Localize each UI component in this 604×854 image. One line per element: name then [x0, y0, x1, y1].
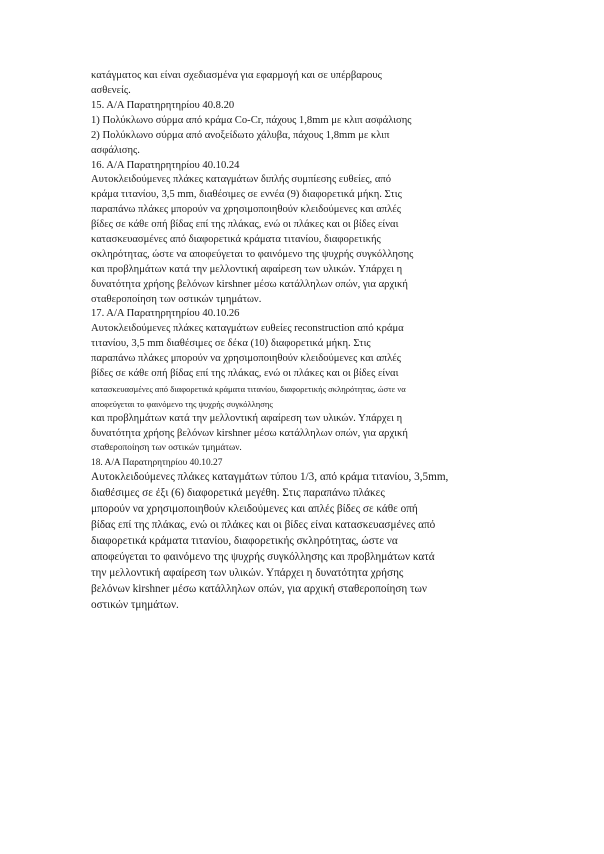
section-heading-15: 15. Α/Α Παρατηρητηρίου 40.8.20 [91, 100, 235, 111]
text-line: διαθέσιμες σε έξι (6) διαφορετικά μεγέθη. Στις παραπάνω πλάκες [91, 487, 385, 499]
text-line: μπορούν να χρησιμοποιηθούν κλειδούμενες και απλές βίδες σε κάθε οπή [91, 503, 418, 515]
text-line: Αυτοκλειδούμενες πλάκες καταγμάτων τύπου 1/3, από κράμα τιτανίου, 3,5mm, [91, 471, 449, 483]
text-line: δυνατότητα χρήσης βελόνων kirshner μέσω κατάλληλων οπών, για αρχική [91, 428, 408, 439]
text-line: διαφορετικά κράματα τιτανίου, διαφορετικής σκληρότητας, ώστε να [91, 535, 398, 547]
text-line: σταθεροποίηση των οστικών τμημάτων. [91, 443, 242, 453]
text-line: αποφεύγεται το φαινόμενο της ψυχρής συγκόλλησης [91, 399, 273, 409]
section-heading-16: 16. Α/Α Παρατηρητηρίου 40.10.24 [91, 160, 240, 171]
section-heading-17: 17. Α/Α Παρατηρητηρίου 40.10.26 [91, 308, 240, 319]
text-line: κατάγματος και είναι σχεδιασμένα για εφαρμογή και σε υπέρβαρους [91, 70, 382, 81]
text-line: βίδες σε κάθε οπή βίδας επί της πλάκας, ενώ οι πλάκες και οι βίδες είναι [91, 219, 399, 230]
text-line: τιτανίου, 3,5 mm διαθέσιμες σε δέκα (10) διαφορετικά μήκη. Στις [91, 338, 371, 349]
text-line: την μελλοντική αφαίρεση των υλικών. Υπάρχει η δυνατότητα χρήσης [91, 567, 404, 579]
text-line: αποφεύγεται το φαινόμενο της ψυχρής συγκόλλησης και προβλημάτων κατά [91, 551, 435, 563]
text-line: δυνατότητα χρήσης βελόνων kirshner μέσω κατάλληλων οπών, για αρχική [91, 279, 408, 290]
text-line: ασφάλισης. [91, 145, 140, 156]
text-line: 1) Πολύκλωνο σύρμα από κράμα Co-Cr, πάχους 1,8mm με κλιπ ασφάλισης [91, 115, 412, 126]
text-line: βίδας επί της πλάκας, ενώ οι πλάκες και οι βίδες είναι κατασκευασμένες από [91, 519, 436, 531]
text-line: κράμα τιτανίου, 3,5 mm, διαθέσιμες σε εννέα (9) διαφορετικά μήκη. Στις [91, 189, 402, 200]
text-line: παραπάνω πλάκες μπορούν να χρησιμοποιηθούν κλειδούμενες και απλές [91, 353, 401, 364]
text-line: παραπάνω πλάκες μπορούν να χρησιμοποιηθούν κλειδούμενες και απλές [91, 204, 401, 215]
text-line: και προβλημάτων κατά την μελλοντική αφαίρεση των υλικών. Υπάρχει η [91, 413, 403, 424]
text-line: 2) Πολύκλωνο σύρμα από ανοξείδωτο χάλυβα, πάχους 1,8mm με κλιπ [91, 130, 390, 141]
text-line: και προβλημάτων κατά την μελλοντική αφαίρεση των υλικών. Υπάρχει η [91, 264, 403, 275]
text-line: σταθεροποίηση των οστικών τμημάτων. [91, 294, 262, 305]
text-line: Αυτοκλειδούμενες πλάκες καταγμάτων διπλής συμπίεσης ευθείες, από [91, 174, 392, 185]
text-line: βίδες σε κάθε οπή βίδας επί της πλάκας, ενώ οι πλάκες και οι βίδες είναι [91, 368, 399, 379]
text-line: κατασκευασμένες από διαφορετικά κράματα τιτανίου, διαφορετικής [91, 234, 381, 245]
text-line: βελόνων kirshner μέσω κατάλληλων οπών, για αρχική σταθεροποίηση των [91, 583, 427, 595]
section-heading-18: 18. Α/Α Παρατηρητηρίου 40.10.27 [91, 458, 223, 468]
text-line: οστικών τμημάτων. [91, 599, 179, 611]
text-line: Αυτοκλειδούμενες πλάκες καταγμάτων ευθείες reconstruction από κράμα [91, 323, 404, 334]
text-line: ασθενείς. [91, 85, 131, 96]
text-line: κατασκευασμένες από διαφορετικά κράματα τιτανίου, διαφορετικής σκληρότητας, ώστε να [91, 384, 406, 394]
text-line: σκληρότητας, ώστε να αποφεύγεται το φαινόμενο της ψυχρής συγκόλλησης [91, 249, 414, 260]
